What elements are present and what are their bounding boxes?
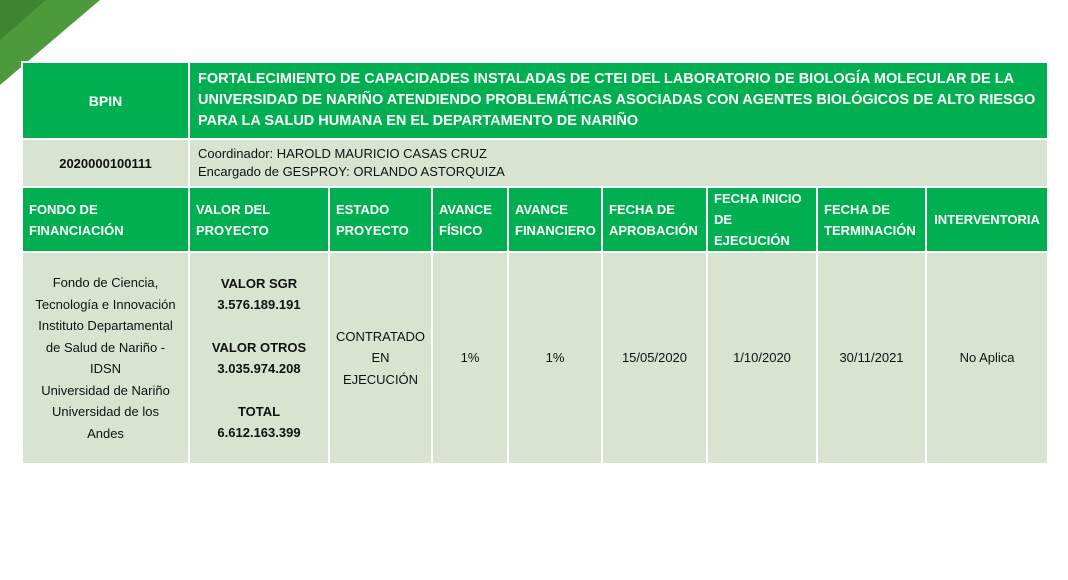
cell-fondo xyxy=(22,252,189,464)
col-header-avance-financiero-line1: AVANCE xyxy=(515,201,568,217)
col-header-fecha-terminacion-line1: FECHA DE xyxy=(824,201,890,217)
valor-sgr-label: VALOR SGR xyxy=(220,275,298,291)
col-header-fecha-terminacion-line2: TERMINACIÓN xyxy=(824,222,916,238)
col-header-fondo-line1: FONDO DE xyxy=(29,201,98,217)
fondo-line: de Salud de Nariño - xyxy=(45,339,166,355)
cell-fecha-aprobacion: 15/05/2020 xyxy=(602,252,707,464)
col-header-avance-fisico-line1: AVANCE xyxy=(439,201,492,217)
fondo-line: Universidad de Nariño xyxy=(41,382,170,398)
col-header-avance-financiero-line2: FINANCIERO xyxy=(515,222,596,238)
cell-interventoria: No Aplica xyxy=(926,252,1048,464)
fondo-line: Instituto Departamental xyxy=(38,318,173,333)
valor-otros: 3.035.974.208 xyxy=(217,361,301,376)
col-header-estado xyxy=(329,187,432,252)
col-header-fecha-inicio-line1: FECHA INICIO xyxy=(714,191,802,206)
valor-total-label: TOTAL xyxy=(237,403,281,419)
col-header-estado-line2: PROYECTO xyxy=(336,222,409,238)
col-header-fecha-terminacion xyxy=(817,187,926,252)
project-table xyxy=(21,61,1049,465)
fondo-line: Tecnología e Innovación xyxy=(35,296,176,312)
col-header-estado-line1: ESTADO xyxy=(336,201,390,217)
coordinator: Coordinador: HAROLD MAURICIO CASAS CRUZ xyxy=(198,146,487,161)
project-people xyxy=(189,139,1048,187)
estado-line: CONTRATADO xyxy=(335,328,426,344)
valor-sgr: 3.576.189.191 xyxy=(217,297,301,312)
col-header-valor-line1: VALOR DEL xyxy=(196,201,271,217)
estado-line: EN xyxy=(371,350,390,366)
cell-fecha-terminacion: 30/11/2021 xyxy=(817,252,926,464)
col-header-valor-line2: PROYECTO xyxy=(196,222,269,238)
fondo-line: Universidad de los xyxy=(52,404,159,419)
col-header-fecha-aprobacion xyxy=(602,187,707,252)
cell-avance-financiero: 1% xyxy=(508,252,602,464)
bpin-code: 2020000100111 xyxy=(22,139,189,187)
col-header-fecha-inicio xyxy=(707,187,817,252)
col-header-fondo-line2: FINANCIACIÓN xyxy=(29,222,124,238)
info-row xyxy=(22,139,1048,187)
cell-estado xyxy=(329,252,432,464)
col-header-avance-fisico xyxy=(432,187,508,252)
fondo-line: Fondo de Ciencia, xyxy=(52,275,159,290)
corner-decoration-dark xyxy=(0,0,46,40)
col-header-avance-financiero xyxy=(508,187,602,252)
cell-avance-fisico: 1% xyxy=(432,252,508,464)
col-header-fecha-aprobacion-line2: APROBACIÓN xyxy=(609,222,698,238)
fondo-line: IDSN xyxy=(89,361,122,376)
project-title: FORTALECIMIENTO DE CAPACIDADES INSTALADAS DE CTEI DEL LABORATORIO DE BIOLOGÍA MOLECULAR DE LA UNIVERSIDAD DE NARIÑO ATENDIENDO PROBLEMÁTICAS ASOCIADAS CON AGENTES BIOLÓGICOS DE ALTO RIESGO PARA LA SALUD HUMANA EN EL DEPARTAMENTO DE NARIÑO xyxy=(189,62,1048,139)
col-header-fecha-aprobacion-line1: FECHA DE xyxy=(609,201,675,217)
estado-line: EJECUCIÓN xyxy=(342,371,419,387)
valor-otros-label: VALOR OTROS xyxy=(211,339,307,355)
valor-total: 6.612.163.399 xyxy=(217,425,301,440)
col-header-fondo xyxy=(22,187,189,252)
bpin-label: BPIN xyxy=(22,62,189,139)
gesproy-manager: Encargado de GESPROY: ORLANDO ASTORQUIZA xyxy=(198,164,505,179)
fondo-line: Andes xyxy=(87,425,124,441)
col-header-fecha-inicio-line2: DE EJECUCIÓN xyxy=(714,212,790,248)
col-header-avance-fisico-line2: FÍSICO xyxy=(439,222,483,238)
cell-valor xyxy=(189,252,329,464)
table-row xyxy=(22,252,1048,464)
column-header-row xyxy=(22,187,1048,252)
title-row xyxy=(22,62,1048,139)
col-header-interventoria: INTERVENTORIA xyxy=(926,187,1048,252)
col-header-valor xyxy=(189,187,329,252)
cell-fecha-inicio: 1/10/2020 xyxy=(707,252,817,464)
